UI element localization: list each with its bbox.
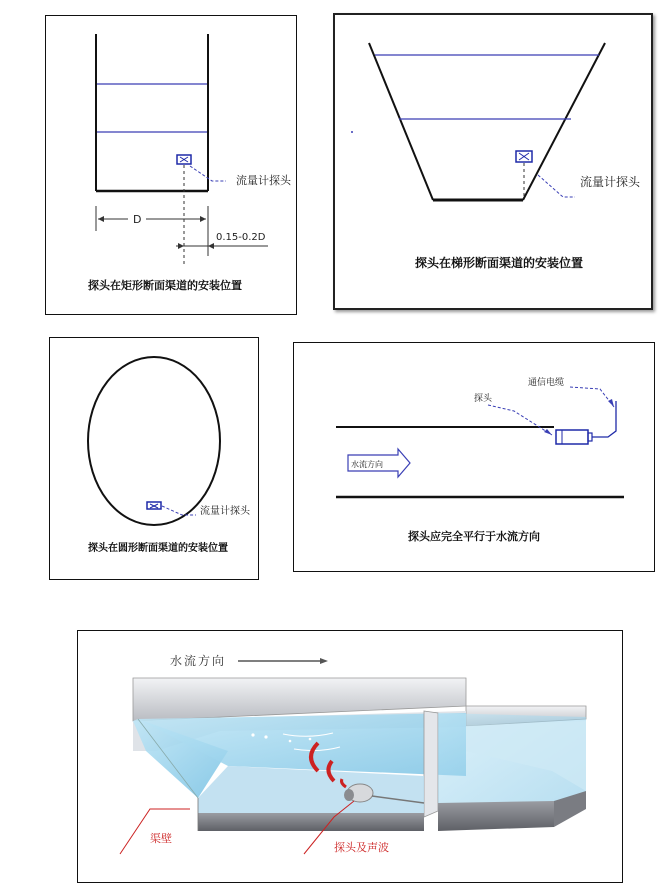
pipe-outline (88, 357, 220, 525)
rectangular-caption: 探头在矩形断面渠道的安装位置 (88, 279, 242, 292)
offset-dimension-label: 0.15-0.2D (216, 232, 266, 243)
channel-3d-panel (77, 630, 623, 883)
probe-label: 流量计探头 (580, 175, 641, 189)
probe-leader-line (538, 175, 575, 197)
probe-body (556, 430, 588, 444)
dimension-d-label: D (133, 213, 142, 226)
cable-leader-line (570, 387, 614, 407)
flow-direction-label: 水流方向 (170, 654, 227, 668)
trapezoidal-caption: 探头在梯形断面渠道的安装位置 (415, 256, 584, 270)
parallel-installation-diagram (294, 343, 656, 573)
channel-left-slope (369, 43, 433, 200)
parallel-caption: 探头应完全平行于水流方向 (408, 530, 540, 543)
rectangular-channel-diagram (46, 16, 298, 316)
circular-channel-panel (49, 337, 259, 580)
rectangular-channel-panel (45, 15, 297, 315)
flow-direction-label: 水流方向 (351, 460, 383, 469)
wall-label: 渠壁 (150, 832, 172, 845)
trapezoidal-channel-panel (333, 13, 653, 310)
circular-caption: 探头在圆形断面渠道的安装位置 (88, 543, 228, 554)
probe-label: 流量计探头 (236, 174, 291, 187)
weir-plate (424, 711, 438, 817)
probe-label: 探头 (474, 394, 493, 404)
channel-3d-illustration (78, 631, 624, 884)
probe-leader-line (488, 405, 552, 435)
probe-label: 流量计探头 (200, 506, 250, 517)
parallel-installation-panel (293, 342, 655, 572)
probe-wave-label: 探头及声波 (334, 841, 389, 854)
cable-label: 通信电缆 (528, 378, 565, 388)
communication-cable (592, 401, 616, 437)
channel-floor (198, 813, 424, 831)
circular-channel-diagram (50, 338, 260, 581)
trapezoidal-channel-diagram (335, 15, 651, 308)
